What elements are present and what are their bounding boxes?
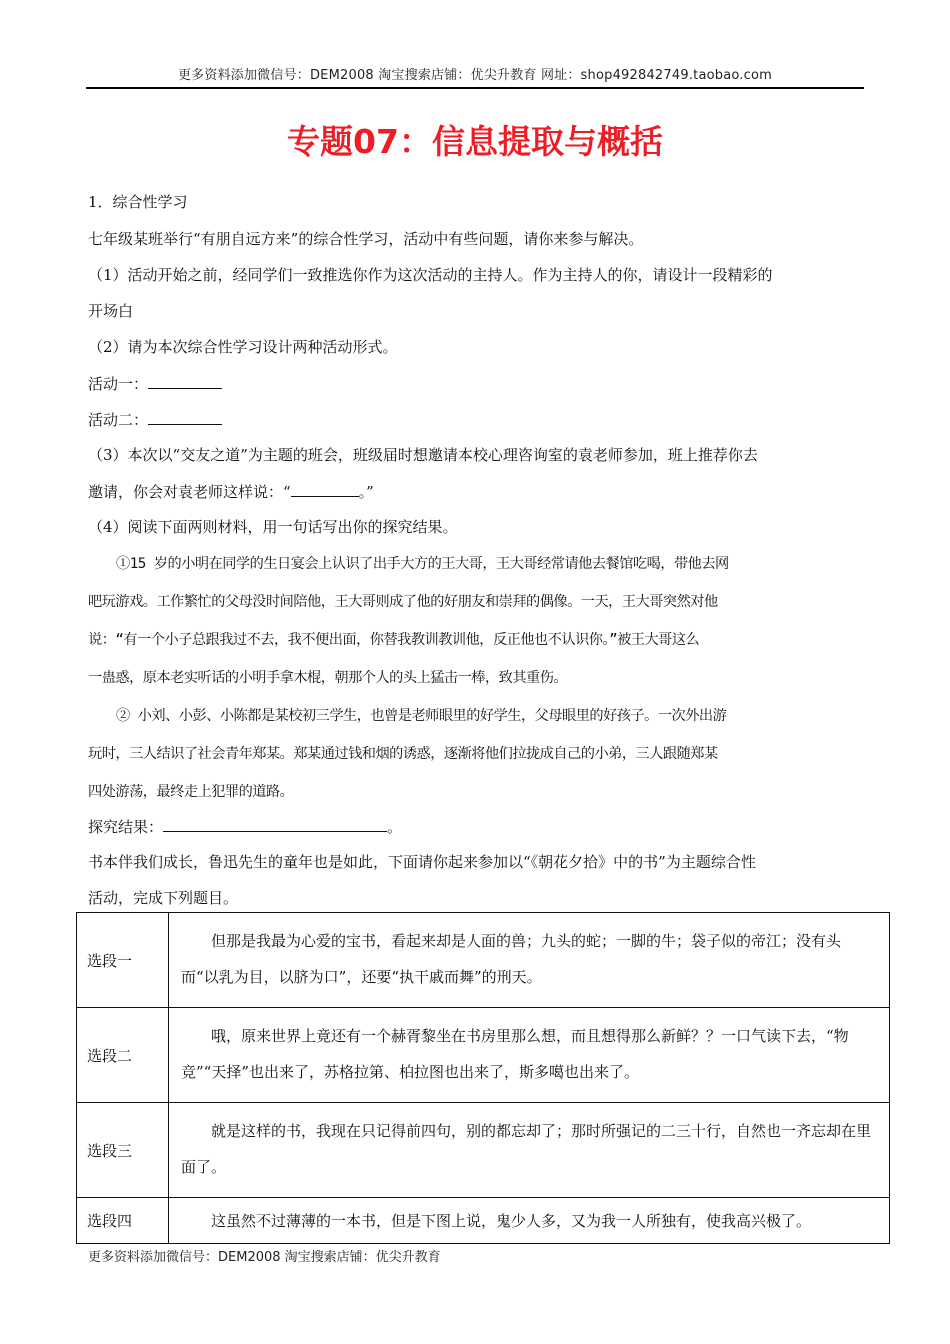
activity-2-label: 活动二： — [88, 411, 149, 429]
story-2-line-2: 玩时，三人结识了社会青年郑某。郑某通过钱和烟的诱惑，逐渐将他们拉拢成自己的小弟，三人跟随郑某 — [88, 746, 718, 762]
sub-question-3-prefix: 邀请，你会对袁老师这样说：“ — [88, 483, 291, 501]
excerpt-text: 但那是我最为心爱的宝书，看起来却是人面的兽；九头的蛇；一脚的牛；袋子似的帝江；没有头而“以乳为目，以脐为口”，还要“执干戚而舞”的刑天。 — [169, 913, 890, 1008]
result-suffix: 。 — [387, 818, 403, 836]
activity-2-row — [88, 409, 868, 430]
document-title: 专题07：信息提取与概括 — [287, 122, 663, 161]
activity-1-label: 活动一： — [88, 375, 149, 393]
excerpt-label: 选段三 — [77, 1103, 169, 1198]
excerpt-text: 就是这样的书，我现在只记得前四句，别的都忘却了；那时所强记的二三十行，自然也一齐忘却在里面了。 — [169, 1103, 890, 1198]
sub-question-1-line-2: 开场白 — [88, 302, 134, 320]
excerpt-label: 选段二 — [77, 1008, 169, 1103]
sub-question-3-line-1: （3）本次以“交友之道”为主题的班会，班级届时想邀请本校心理咨询室的袁老师参加，班上推荐你去 — [88, 446, 758, 464]
story-1-line-1: ①15 岁的小明在同学的生日宴会上认识了出手大方的王大哥，王大哥经常请他去餐馆吃喝，带他去网 — [116, 556, 729, 572]
result-row — [88, 816, 868, 837]
sub-question-3-suffix: 。” — [358, 483, 374, 501]
activity-1-answer-blank[interactable] — [148, 373, 222, 389]
book-intro-line-2: 活动，完成下列题目。 — [88, 889, 239, 907]
activity-1-row — [88, 373, 868, 394]
excerpt-text: 哦，原来世界上竟还有一个赫胥黎坐在书房里那么想，而且想得那么新鲜？？一口气读下去，“物竞”“天择”也出来了，苏格拉第、柏拉图也出来了，斯多噶也出来了。 — [169, 1008, 890, 1103]
question-heading: 1．综合性学习 — [88, 193, 188, 211]
sub-question-2: （2）请为本次综合性学习设计两种活动形式。 — [88, 338, 398, 356]
question-intro: 七年级某班举行“有朋自远方来”的综合性学习，活动中有些问题，请你来参与解决。 — [88, 230, 644, 248]
table-row — [77, 1008, 890, 1103]
sub-question-4: （4）阅读下面两则材料，用一句话写出你的探究结果。 — [88, 518, 458, 536]
result-label: 探究结果： — [88, 818, 164, 836]
book-intro-line-1: 书本伴我们成长，鲁迅先生的童年也是如此，下面请你起来参加以“《朝花夕拾》中的书”为主题综合性 — [88, 853, 756, 871]
story-2-line-1: ② 小刘、小彭、小陈都是某校初三学生，也曾是老师眼里的好学生，父母眼里的好孩子。一次外出游 — [116, 708, 727, 724]
story-1-line-4: 一蛊惑，原本老实听话的小明手拿木棍，朝那个人的头上猛击一棒，致其重伤。 — [88, 670, 568, 686]
excerpt-label: 选段一 — [77, 913, 169, 1008]
excerpt-label: 选段四 — [77, 1198, 169, 1244]
story-1-line-2: 吧玩游戏。工作繁忙的父母没时间陪他，王大哥则成了他的好朋友和崇拜的偶像。一天，王大哥突然对他 — [88, 594, 718, 610]
excerpts-table — [76, 912, 890, 1244]
page-header: 更多资料添加微信号：DEM2008 淘宝搜索店铺：优尖升教育 网址：shop492842749.taobao.com — [177, 68, 773, 83]
sub-question-1-line-1: （1）活动开始之前，经同学们一致推选你作为这次活动的主持人。作为主持人的你，请设计一段精彩的 — [88, 266, 773, 284]
page-footer: 更多资料添加微信号：DEM2008 淘宝搜索店铺：优尖升教育 — [88, 1250, 441, 1265]
story-2-line-3: 四处游荡，最终走上犯罪的道路。 — [88, 784, 294, 800]
invitation-answer-blank[interactable] — [291, 481, 359, 497]
table-row — [77, 1198, 890, 1244]
sub-question-3-line-2 — [88, 481, 868, 502]
table-row — [77, 1103, 890, 1198]
header-divider — [86, 87, 864, 89]
excerpt-text: 这虽然不过薄薄的一本书，但是下图上说，鬼少人多，又为我一人所独有，使我高兴极了。 — [169, 1198, 890, 1244]
story-1-line-3: 说：“有一个小子总跟我过不去，我不便出面，你替我教训教训他，反正他也不认识你。”被王大哥这么 — [88, 632, 700, 648]
activity-2-answer-blank[interactable] — [148, 409, 222, 425]
table-row — [77, 913, 890, 1008]
result-answer-blank[interactable] — [163, 816, 387, 832]
